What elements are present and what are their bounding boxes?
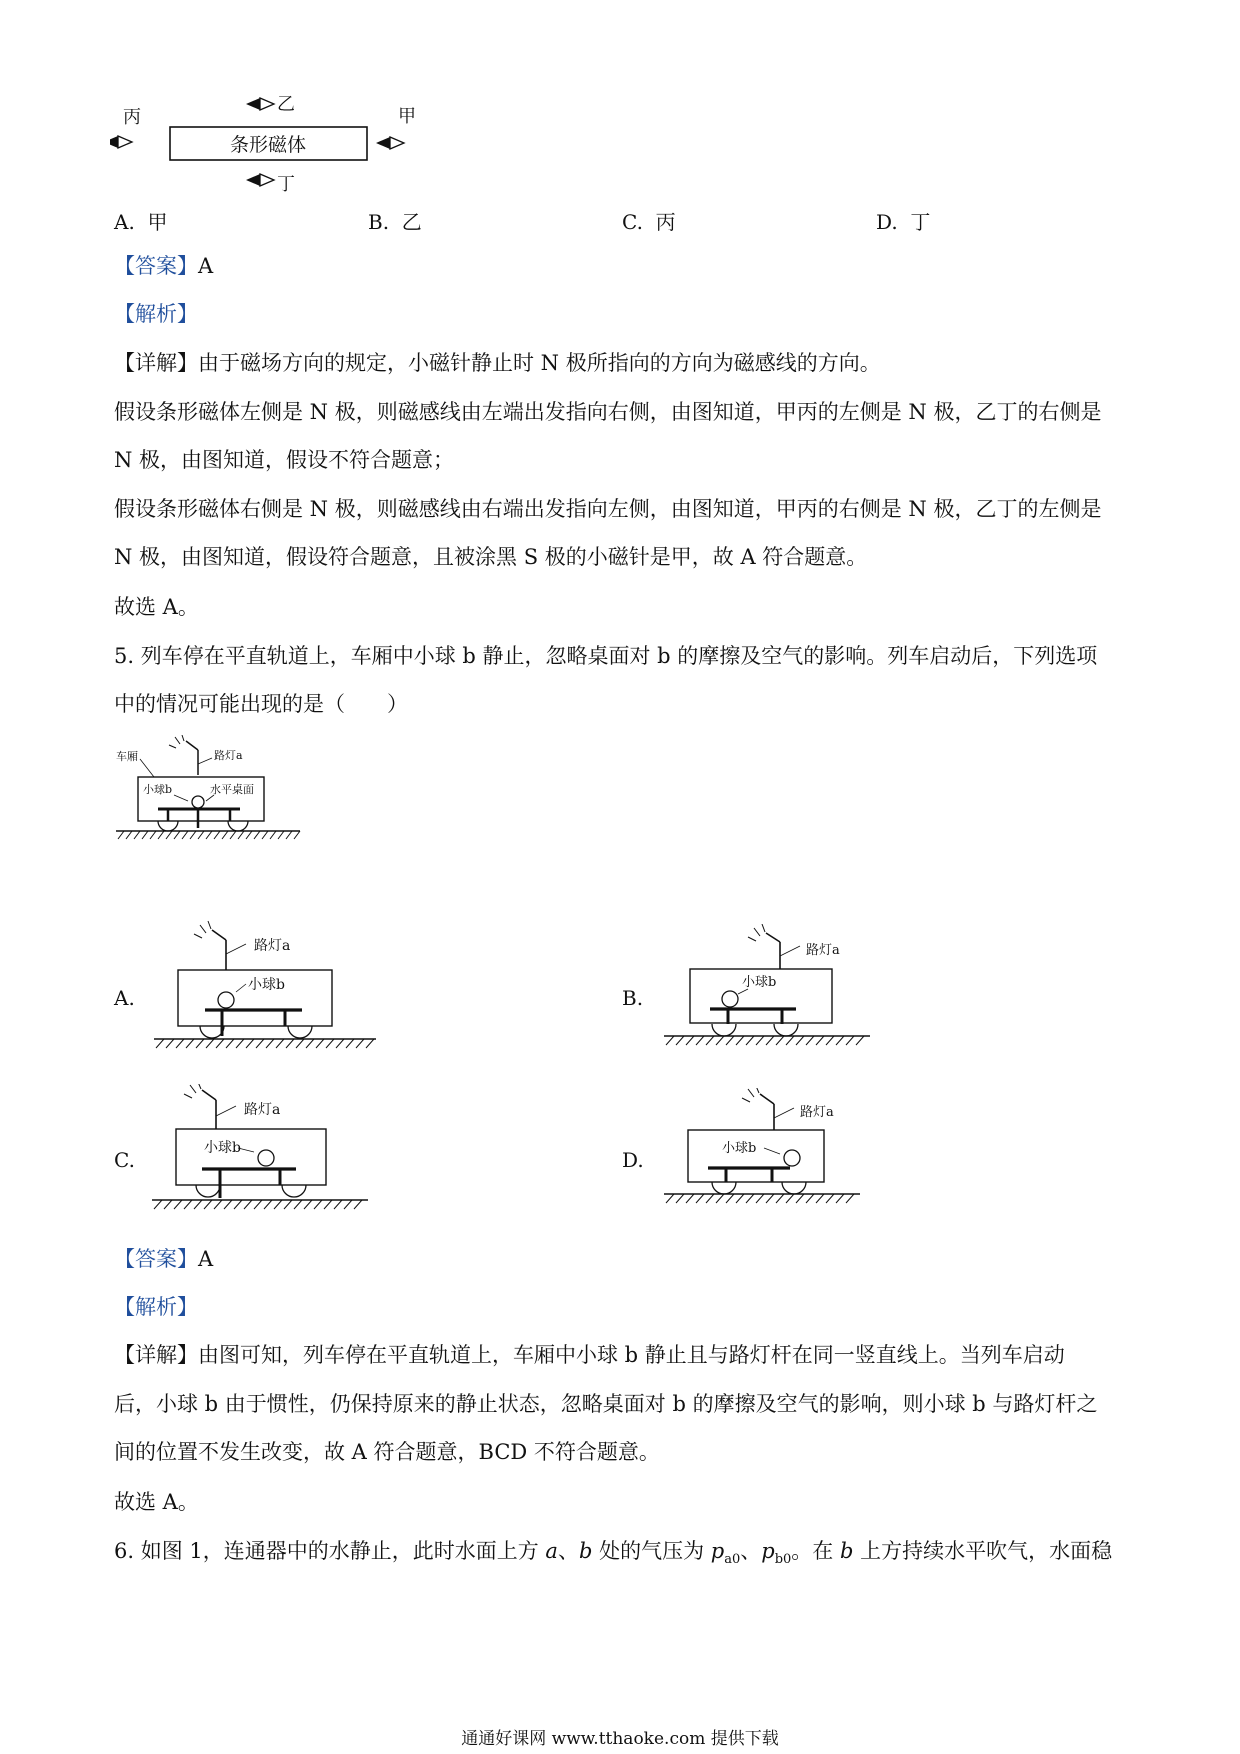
q5-d-ball xyxy=(784,1150,800,1166)
q4-conclusion: 故选 A。 xyxy=(114,595,199,619)
q4-option-c: C. 丙 xyxy=(622,210,676,234)
q5-b-ball xyxy=(722,991,738,1007)
page-footer: 通通好课网 www.tthaoke.com 提供下载 xyxy=(461,1729,779,1749)
q5-a-ball xyxy=(218,992,234,1008)
train-figure xyxy=(110,735,310,855)
q4-detail-line-1: 【详解】由于磁场方向的规定，小磁针静止时 N 极所指向的方向为磁感线的方向。 xyxy=(114,351,881,375)
needle-ding xyxy=(246,174,260,186)
train-carriage-label: 车厢 xyxy=(116,750,138,763)
q4-detail-line-4: 假设条形磁体右侧是 N 极，则磁感线由右端出发指向左侧，由图知道，甲丙的右侧是 N 极，乙丁的左侧是 xyxy=(114,497,1102,521)
q4-option-b: B. 乙 xyxy=(368,210,422,234)
q5-answer: 【答案】A xyxy=(114,1247,214,1271)
q4-answer: 【答案】A xyxy=(114,254,214,278)
q5-option-a-figure xyxy=(150,920,390,1070)
train-table-label: 水平桌面 xyxy=(210,783,254,796)
q5-detail-line-2: 后，小球 b 由于惯性，仍保持原来的静止状态，忽略桌面对 b 的摩擦及空气的影响，则小球 b 与路灯杆之 xyxy=(114,1392,1098,1416)
needle-label-bing: 丙 xyxy=(123,107,141,128)
q5-c-ball xyxy=(258,1150,274,1166)
needle-yi xyxy=(246,98,260,110)
q4-detail-line-3: N 极，由图知道，假设不符合题意； xyxy=(114,448,455,472)
q5-b-ball-label: 小球b xyxy=(742,975,777,990)
needle-label-jia: 甲 xyxy=(398,106,416,127)
train-ball xyxy=(192,796,204,808)
needle-bing xyxy=(110,136,118,148)
q5-analysis-tag: 【解析】 xyxy=(114,1295,198,1319)
needle-label-ding: 丁 xyxy=(277,174,295,195)
q5-detail-line-1: 【详解】由图可知，列车停在平直轨道上，车厢中小球 b 静止且与路灯杆在同一竖直线上。当列车启动 xyxy=(114,1343,1065,1367)
q5-c-ball-label: 小球b xyxy=(204,1140,241,1156)
needle-jia xyxy=(376,137,390,149)
q5-option-c-figure xyxy=(150,1084,380,1234)
q5-option-b-letter: B. xyxy=(622,986,644,1010)
q6-stem-line-1: 6. 如图 1，连通器中的水静止，此时水面上方 a、b 处的气压为 $p_{a0}$、$p_{b0}$。在 b 上方持续水平吹气，水面稳 xyxy=(114,1539,1113,1568)
q5-detail-line-3: 间的位置不发生改变，故 A 符合题意，BCD 不符合题意。 xyxy=(114,1440,660,1464)
needle-label-yi: 乙 xyxy=(277,94,295,115)
q5-b-lamp-label: 路灯a xyxy=(806,943,840,958)
q4-option-d: D. 丁 xyxy=(876,210,931,234)
q5-option-d-letter: D. xyxy=(622,1148,644,1172)
magnet-label: 条形磁体 xyxy=(229,134,307,156)
q5-d-ball-label: 小球b xyxy=(722,1141,757,1156)
train-ball-label: 小球b xyxy=(143,783,173,796)
q4-detail-line-2: 假设条形磁体左侧是 N 极，则磁感线由左端出发指向右侧，由图知道，甲丙的左侧是 N 极，乙丁的右侧是 xyxy=(114,400,1102,424)
q5-d-lamp-label: 路灯a xyxy=(800,1105,834,1120)
q5-conclusion: 故选 A。 xyxy=(114,1490,199,1514)
q5-c-lamp-label: 路灯a xyxy=(244,1102,281,1118)
q5-a-lamp-label: 路灯a xyxy=(254,938,291,954)
q5-option-a-letter: A. xyxy=(114,986,135,1010)
q4-option-a: A. 甲 xyxy=(114,210,168,234)
q5-option-d-figure xyxy=(660,1088,870,1223)
q4-detail-line-5: N 极，由图知道，假设符合题意，且被涂黑 S 极的小磁针是甲，故 A 符合题意。 xyxy=(114,545,868,569)
magnet-figure xyxy=(110,92,440,197)
q5-option-c-letter: C. xyxy=(114,1148,135,1172)
q5-a-ball-label: 小球b xyxy=(248,977,285,993)
q4-analysis-tag: 【解析】 xyxy=(114,302,198,326)
train-lamp-label: 路灯a xyxy=(214,749,243,762)
q5-stem-line-2: 中的情况可能出现的是（ ） xyxy=(114,692,408,716)
q5-stem-line-1: 5. 列车停在平直轨道上，车厢中小球 b 静止，忽略桌面对 b 的摩擦及空气的影响。列车启动后，下列选项 xyxy=(114,644,1098,668)
q5-option-b-figure xyxy=(660,924,880,1064)
